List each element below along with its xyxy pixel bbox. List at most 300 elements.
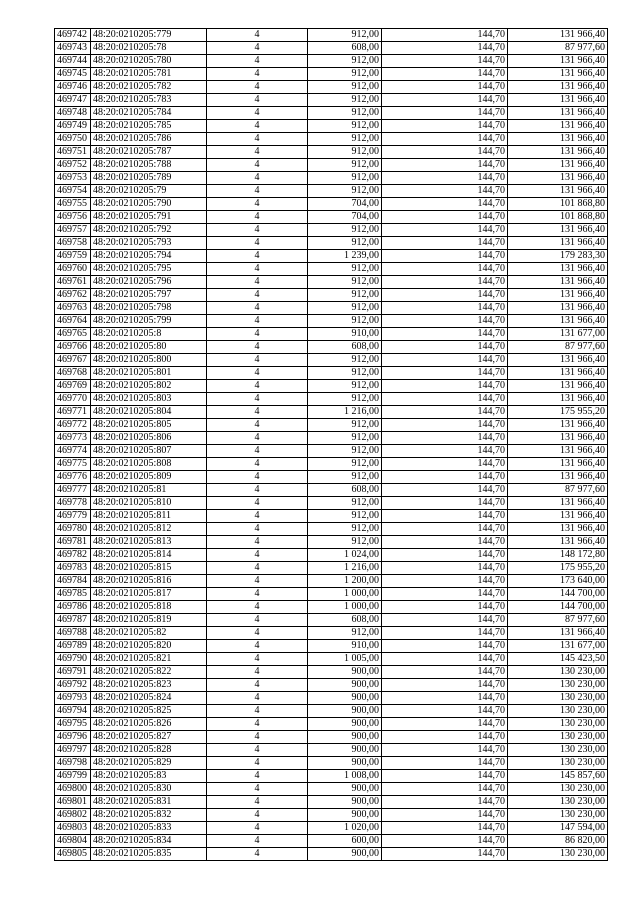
- row-number-cell: 469799: [55, 770, 91, 783]
- table-row: [55, 172, 608, 185]
- specific-value-cell: 144,70: [382, 731, 508, 744]
- row-number-cell: 469742: [55, 29, 91, 42]
- table-row: [55, 575, 608, 588]
- row-number-cell: 469803: [55, 822, 91, 835]
- cadastral-number-cell: 48:20:0210205:801: [91, 367, 207, 380]
- table-row: [55, 198, 608, 211]
- area-cell: 608,00: [308, 341, 382, 354]
- cadastral-number-cell: 48:20:0210205:828: [91, 744, 207, 757]
- row-number-cell: 469765: [55, 328, 91, 341]
- area-cell: 912,00: [308, 146, 382, 159]
- area-cell: 912,00: [308, 81, 382, 94]
- area-cell: 912,00: [308, 627, 382, 640]
- row-number-cell: 469780: [55, 523, 91, 536]
- cadastral-cost-cell: 131 966,40: [508, 432, 608, 445]
- specific-value-cell: 144,70: [382, 783, 508, 796]
- area-cell: 900,00: [308, 796, 382, 809]
- specific-value-cell: 144,70: [382, 276, 508, 289]
- table-row: [55, 354, 608, 367]
- category-cell: 4: [207, 315, 308, 328]
- cadastral-cost-cell: 131 966,40: [508, 29, 608, 42]
- cadastral-number-cell: 48:20:0210205:790: [91, 198, 207, 211]
- cadastral-cost-cell: 131 966,40: [508, 133, 608, 146]
- table-row: [55, 68, 608, 81]
- area-cell: 900,00: [308, 666, 382, 679]
- table-row: [55, 458, 608, 471]
- area-cell: 912,00: [308, 536, 382, 549]
- cadastral-cost-cell: 131 966,40: [508, 172, 608, 185]
- specific-value-cell: 144,70: [382, 536, 508, 549]
- specific-value-cell: 144,70: [382, 432, 508, 445]
- row-number-cell: 469761: [55, 276, 91, 289]
- row-number-cell: 469802: [55, 809, 91, 822]
- cadastral-cost-cell: 131 966,40: [508, 627, 608, 640]
- category-cell: 4: [207, 549, 308, 562]
- category-cell: 4: [207, 276, 308, 289]
- category-cell: 4: [207, 666, 308, 679]
- row-number-cell: 469779: [55, 510, 91, 523]
- area-cell: 912,00: [308, 302, 382, 315]
- area-cell: 900,00: [308, 744, 382, 757]
- cadastral-number-cell: 48:20:0210205:807: [91, 445, 207, 458]
- cadastral-cost-cell: 130 230,00: [508, 666, 608, 679]
- table-row: [55, 510, 608, 523]
- row-number-cell: 469798: [55, 757, 91, 770]
- table-row: [55, 536, 608, 549]
- area-cell: 910,00: [308, 640, 382, 653]
- specific-value-cell: 144,70: [382, 562, 508, 575]
- table-row: [55, 484, 608, 497]
- cadastral-cost-cell: 131 966,40: [508, 445, 608, 458]
- cadastral-number-cell: 48:20:0210205:785: [91, 120, 207, 133]
- area-cell: 900,00: [308, 692, 382, 705]
- category-cell: 4: [207, 341, 308, 354]
- cadastral-number-cell: 48:20:0210205:797: [91, 289, 207, 302]
- cadastral-number-cell: 48:20:0210205:821: [91, 653, 207, 666]
- row-number-cell: 469782: [55, 549, 91, 562]
- cadastral-cost-cell: 148 172,80: [508, 549, 608, 562]
- cadastral-number-cell: 48:20:0210205:825: [91, 705, 207, 718]
- cadastral-number-cell: 48:20:0210205:78: [91, 42, 207, 55]
- specific-value-cell: 144,70: [382, 94, 508, 107]
- specific-value-cell: 144,70: [382, 107, 508, 120]
- row-number-cell: 469792: [55, 679, 91, 692]
- specific-value-cell: 144,70: [382, 588, 508, 601]
- specific-value-cell: 144,70: [382, 315, 508, 328]
- table-row: [55, 809, 608, 822]
- table-row: [55, 419, 608, 432]
- row-number-cell: 469760: [55, 263, 91, 276]
- area-cell: 600,00: [308, 835, 382, 848]
- row-number-cell: 469745: [55, 68, 91, 81]
- area-cell: 912,00: [308, 68, 382, 81]
- area-cell: 1 200,00: [308, 575, 382, 588]
- row-number-cell: 469804: [55, 835, 91, 848]
- category-cell: 4: [207, 757, 308, 770]
- cadastral-cost-cell: 131 677,00: [508, 640, 608, 653]
- cadastral-number-cell: 48:20:0210205:809: [91, 471, 207, 484]
- table-row: [55, 328, 608, 341]
- table-row: [55, 250, 608, 263]
- specific-value-cell: 144,70: [382, 42, 508, 55]
- cadastral-number-cell: 48:20:0210205:789: [91, 172, 207, 185]
- cadastral-cost-cell: 131 966,40: [508, 419, 608, 432]
- cadastral-cost-cell: 130 230,00: [508, 809, 608, 822]
- specific-value-cell: 144,70: [382, 133, 508, 146]
- category-cell: 4: [207, 81, 308, 94]
- cadastral-cost-cell: 131 966,40: [508, 523, 608, 536]
- specific-value-cell: 144,70: [382, 614, 508, 627]
- cadastral-cost-cell: 145 857,60: [508, 770, 608, 783]
- specific-value-cell: 144,70: [382, 458, 508, 471]
- category-cell: 4: [207, 848, 308, 861]
- specific-value-cell: 144,70: [382, 445, 508, 458]
- specific-value-cell: 144,70: [382, 848, 508, 861]
- cadastral-cost-cell: 130 230,00: [508, 718, 608, 731]
- cadastral-number-cell: 48:20:0210205:812: [91, 523, 207, 536]
- row-number-cell: 469777: [55, 484, 91, 497]
- area-cell: 912,00: [308, 94, 382, 107]
- cadastral-number-cell: 48:20:0210205:832: [91, 809, 207, 822]
- category-cell: 4: [207, 692, 308, 705]
- cadastral-cost-cell: 131 966,40: [508, 185, 608, 198]
- row-number-cell: 469752: [55, 159, 91, 172]
- table-row: [55, 211, 608, 224]
- row-number-cell: 469788: [55, 627, 91, 640]
- category-cell: 4: [207, 289, 308, 302]
- category-cell: 4: [207, 640, 308, 653]
- specific-value-cell: 144,70: [382, 211, 508, 224]
- cadastral-cost-cell: 131 677,00: [508, 328, 608, 341]
- category-cell: 4: [207, 419, 308, 432]
- row-number-cell: 469766: [55, 341, 91, 354]
- category-cell: 4: [207, 510, 308, 523]
- table-body: [55, 29, 608, 861]
- area-cell: 900,00: [308, 705, 382, 718]
- table-row: [55, 614, 608, 627]
- area-cell: 912,00: [308, 419, 382, 432]
- cadastral-number-cell: 48:20:0210205:81: [91, 484, 207, 497]
- specific-value-cell: 144,70: [382, 601, 508, 614]
- table-row: [55, 380, 608, 393]
- cadastral-cost-cell: 144 700,00: [508, 601, 608, 614]
- cadastral-cost-cell: 173 640,00: [508, 575, 608, 588]
- cadastral-number-cell: 48:20:0210205:784: [91, 107, 207, 120]
- area-cell: 900,00: [308, 731, 382, 744]
- area-cell: 912,00: [308, 523, 382, 536]
- cadastral-number-cell: 48:20:0210205:811: [91, 510, 207, 523]
- specific-value-cell: 144,70: [382, 809, 508, 822]
- area-cell: 912,00: [308, 29, 382, 42]
- cadastral-number-cell: 48:20:0210205:780: [91, 55, 207, 68]
- area-cell: 912,00: [308, 107, 382, 120]
- cadastral-cost-cell: 131 966,40: [508, 367, 608, 380]
- cadastral-cost-cell: 130 230,00: [508, 744, 608, 757]
- cadastral-cost-cell: 101 868,80: [508, 211, 608, 224]
- row-number-cell: 469797: [55, 744, 91, 757]
- cadastral-number-cell: 48:20:0210205:805: [91, 419, 207, 432]
- area-cell: 912,00: [308, 432, 382, 445]
- table-row: [55, 653, 608, 666]
- cadastral-number-cell: 48:20:0210205:795: [91, 263, 207, 276]
- category-cell: 4: [207, 484, 308, 497]
- category-cell: 4: [207, 718, 308, 731]
- table-row: [55, 497, 608, 510]
- area-cell: 1 239,00: [308, 250, 382, 263]
- cadastral-number-cell: 48:20:0210205:781: [91, 68, 207, 81]
- area-cell: 912,00: [308, 315, 382, 328]
- row-number-cell: 469770: [55, 393, 91, 406]
- area-cell: 1 005,00: [308, 653, 382, 666]
- specific-value-cell: 144,70: [382, 705, 508, 718]
- row-number-cell: 469759: [55, 250, 91, 263]
- cadastral-number-cell: 48:20:0210205:820: [91, 640, 207, 653]
- cadastral-number-cell: 48:20:0210205:794: [91, 250, 207, 263]
- table-row: [55, 107, 608, 120]
- area-cell: 912,00: [308, 276, 382, 289]
- table-row: [55, 263, 608, 276]
- cadastral-cost-cell: 131 966,40: [508, 471, 608, 484]
- cadastral-number-cell: 48:20:0210205:814: [91, 549, 207, 562]
- specific-value-cell: 144,70: [382, 302, 508, 315]
- cadastral-cost-cell: 131 966,40: [508, 68, 608, 81]
- row-number-cell: 469773: [55, 432, 91, 445]
- specific-value-cell: 144,70: [382, 159, 508, 172]
- row-number-cell: 469768: [55, 367, 91, 380]
- table-row: [55, 796, 608, 809]
- specific-value-cell: 144,70: [382, 523, 508, 536]
- table-row: [55, 289, 608, 302]
- cadastral-number-cell: 48:20:0210205:819: [91, 614, 207, 627]
- specific-value-cell: 144,70: [382, 146, 508, 159]
- table-row: [55, 718, 608, 731]
- cadastral-cost-cell: 131 966,40: [508, 380, 608, 393]
- area-cell: 912,00: [308, 185, 382, 198]
- category-cell: 4: [207, 380, 308, 393]
- cadastral-number-cell: 48:20:0210205:822: [91, 666, 207, 679]
- category-cell: 4: [207, 328, 308, 341]
- row-number-cell: 469764: [55, 315, 91, 328]
- cadastral-number-cell: 48:20:0210205:808: [91, 458, 207, 471]
- specific-value-cell: 144,70: [382, 497, 508, 510]
- category-cell: 4: [207, 731, 308, 744]
- row-number-cell: 469756: [55, 211, 91, 224]
- table-row: [55, 679, 608, 692]
- category-cell: 4: [207, 302, 308, 315]
- specific-value-cell: 144,70: [382, 484, 508, 497]
- table-row: [55, 81, 608, 94]
- table-row: [55, 133, 608, 146]
- table-row: [55, 406, 608, 419]
- specific-value-cell: 144,70: [382, 744, 508, 757]
- cadastral-number-cell: 48:20:0210205:800: [91, 354, 207, 367]
- table-row: [55, 367, 608, 380]
- area-cell: 900,00: [308, 679, 382, 692]
- area-cell: 912,00: [308, 159, 382, 172]
- table-row: [55, 562, 608, 575]
- cadastral-number-cell: 48:20:0210205:779: [91, 29, 207, 42]
- specific-value-cell: 144,70: [382, 393, 508, 406]
- category-cell: 4: [207, 523, 308, 536]
- cadastral-cost-cell: 87 977,60: [508, 341, 608, 354]
- cadastral-number-cell: 48:20:0210205:833: [91, 822, 207, 835]
- specific-value-cell: 144,70: [382, 380, 508, 393]
- specific-value-cell: 144,70: [382, 354, 508, 367]
- cadastral-number-cell: 48:20:0210205:79: [91, 185, 207, 198]
- specific-value-cell: 144,70: [382, 341, 508, 354]
- specific-value-cell: 144,70: [382, 81, 508, 94]
- area-cell: 1 000,00: [308, 601, 382, 614]
- cadastral-number-cell: 48:20:0210205:810: [91, 497, 207, 510]
- category-cell: 4: [207, 94, 308, 107]
- category-cell: 4: [207, 29, 308, 42]
- cadastral-number-cell: 48:20:0210205:815: [91, 562, 207, 575]
- specific-value-cell: 144,70: [382, 835, 508, 848]
- cadastral-number-cell: 48:20:0210205:792: [91, 224, 207, 237]
- category-cell: 4: [207, 68, 308, 81]
- area-cell: 912,00: [308, 172, 382, 185]
- category-cell: 4: [207, 367, 308, 380]
- row-number-cell: 469763: [55, 302, 91, 315]
- category-cell: 4: [207, 198, 308, 211]
- table-row: [55, 42, 608, 55]
- area-cell: 912,00: [308, 510, 382, 523]
- category-cell: 4: [207, 705, 308, 718]
- row-number-cell: 469791: [55, 666, 91, 679]
- table-row: [55, 224, 608, 237]
- cadastral-cost-cell: 130 230,00: [508, 783, 608, 796]
- area-cell: 912,00: [308, 497, 382, 510]
- area-cell: 900,00: [308, 848, 382, 861]
- specific-value-cell: 144,70: [382, 406, 508, 419]
- cadastral-number-cell: 48:20:0210205:799: [91, 315, 207, 328]
- specific-value-cell: 144,70: [382, 471, 508, 484]
- table-row: [55, 783, 608, 796]
- area-cell: 608,00: [308, 484, 382, 497]
- row-number-cell: 469767: [55, 354, 91, 367]
- cadastral-cost-cell: 86 820,00: [508, 835, 608, 848]
- category-cell: 4: [207, 627, 308, 640]
- cadastral-number-cell: 48:20:0210205:786: [91, 133, 207, 146]
- cadastral-number-cell: 48:20:0210205:813: [91, 536, 207, 549]
- table-row: [55, 666, 608, 679]
- cadastral-number-cell: 48:20:0210205:802: [91, 380, 207, 393]
- area-cell: 912,00: [308, 224, 382, 237]
- row-number-cell: 469772: [55, 419, 91, 432]
- cadastral-cost-cell: 131 966,40: [508, 393, 608, 406]
- specific-value-cell: 144,70: [382, 68, 508, 81]
- cadastral-cost-cell: 145 423,50: [508, 653, 608, 666]
- specific-value-cell: 144,70: [382, 289, 508, 302]
- cadastral-cost-cell: 144 700,00: [508, 588, 608, 601]
- category-cell: 4: [207, 653, 308, 666]
- category-cell: 4: [207, 250, 308, 263]
- cadastral-cost-cell: 87 977,60: [508, 614, 608, 627]
- specific-value-cell: 144,70: [382, 263, 508, 276]
- cadastral-number-cell: 48:20:0210205:834: [91, 835, 207, 848]
- cadastral-number-cell: 48:20:0210205:793: [91, 237, 207, 250]
- cadastral-number-cell: 48:20:0210205:803: [91, 393, 207, 406]
- cadastral-cost-cell: 130 230,00: [508, 757, 608, 770]
- specific-value-cell: 144,70: [382, 224, 508, 237]
- row-number-cell: 469784: [55, 575, 91, 588]
- area-cell: 912,00: [308, 393, 382, 406]
- row-number-cell: 469786: [55, 601, 91, 614]
- specific-value-cell: 144,70: [382, 679, 508, 692]
- specific-value-cell: 144,70: [382, 185, 508, 198]
- category-cell: 4: [207, 588, 308, 601]
- specific-value-cell: 144,70: [382, 796, 508, 809]
- category-cell: 4: [207, 796, 308, 809]
- category-cell: 4: [207, 224, 308, 237]
- table-row: [55, 29, 608, 42]
- row-number-cell: 469758: [55, 237, 91, 250]
- specific-value-cell: 144,70: [382, 198, 508, 211]
- specific-value-cell: 144,70: [382, 510, 508, 523]
- cadastral-cost-cell: 130 230,00: [508, 796, 608, 809]
- area-cell: 900,00: [308, 809, 382, 822]
- category-cell: 4: [207, 146, 308, 159]
- specific-value-cell: 144,70: [382, 419, 508, 432]
- row-number-cell: 469801: [55, 796, 91, 809]
- specific-value-cell: 144,70: [382, 237, 508, 250]
- cadastral-number-cell: 48:20:0210205:806: [91, 432, 207, 445]
- area-cell: 1 000,00: [308, 588, 382, 601]
- row-number-cell: 469805: [55, 848, 91, 861]
- area-cell: 1 024,00: [308, 549, 382, 562]
- cadastral-number-cell: 48:20:0210205:816: [91, 575, 207, 588]
- table-row: [55, 445, 608, 458]
- row-number-cell: 469774: [55, 445, 91, 458]
- cadastral-number-cell: 48:20:0210205:787: [91, 146, 207, 159]
- cadastral-cost-cell: 131 966,40: [508, 224, 608, 237]
- category-cell: 4: [207, 432, 308, 445]
- specific-value-cell: 144,70: [382, 627, 508, 640]
- table-row: [55, 731, 608, 744]
- specific-value-cell: 144,70: [382, 757, 508, 770]
- category-cell: 4: [207, 744, 308, 757]
- cadastral-number-cell: 48:20:0210205:796: [91, 276, 207, 289]
- category-cell: 4: [207, 497, 308, 510]
- cadastral-cost-cell: 131 966,40: [508, 354, 608, 367]
- category-cell: 4: [207, 536, 308, 549]
- table-row: [55, 627, 608, 640]
- table-row: [55, 341, 608, 354]
- area-cell: 912,00: [308, 289, 382, 302]
- category-cell: 4: [207, 133, 308, 146]
- category-cell: 4: [207, 835, 308, 848]
- specific-value-cell: 144,70: [382, 120, 508, 133]
- cadastral-cost-cell: 131 966,40: [508, 497, 608, 510]
- area-cell: 1 216,00: [308, 406, 382, 419]
- category-cell: 4: [207, 575, 308, 588]
- cadastral-number-cell: 48:20:0210205:782: [91, 81, 207, 94]
- area-cell: 912,00: [308, 471, 382, 484]
- specific-value-cell: 144,70: [382, 666, 508, 679]
- table-row: [55, 705, 608, 718]
- area-cell: 1 008,00: [308, 770, 382, 783]
- category-cell: 4: [207, 445, 308, 458]
- table-row: [55, 276, 608, 289]
- row-number-cell: 469789: [55, 640, 91, 653]
- category-cell: 4: [207, 263, 308, 276]
- category-cell: 4: [207, 471, 308, 484]
- area-cell: 912,00: [308, 367, 382, 380]
- row-number-cell: 469757: [55, 224, 91, 237]
- row-number-cell: 469744: [55, 55, 91, 68]
- cadastral-cost-cell: 131 966,40: [508, 94, 608, 107]
- area-cell: 912,00: [308, 263, 382, 276]
